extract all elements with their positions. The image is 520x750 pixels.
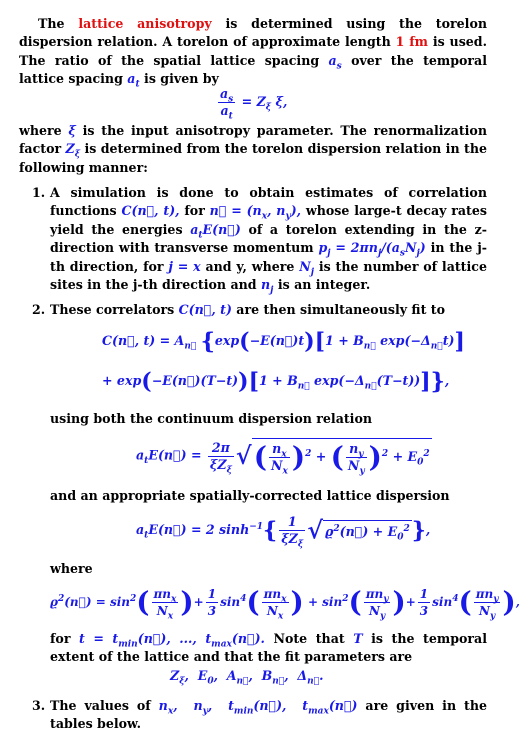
symbol-at: $a_t$: [127, 71, 140, 90]
using-text: using both the continuum dispersion relation: [50, 411, 373, 426]
intro-text: is given by: [144, 71, 219, 87]
step-3-text: The values of $n_x$, $n_y$, $t_{min}(n⃗)$, $t_{max}(n⃗)$ are given in the tables below.: [50, 698, 488, 732]
lattice-anisotropy-link[interactable]: lattice anisotropy: [78, 16, 212, 31]
symbol-as: $a_s$: [328, 52, 342, 72]
and-text: and an appropriate spatially-corrected lattice dispersion: [50, 488, 450, 503]
where-paragraph: where ξ is the input anisotropy parameter. The renormalization factor $Z_\xi$ is determined from the torelon dispersion relation in the following manner:: [19, 123, 487, 175]
continuum-dispersion-equation: $a_tE(n⃗)$ = $\frac{2\pi}{\xi Z_\xi}$ √( $\frac{n_x}{N_x}$ )$^2$ + ( $\frac{n_y}{N_y}$ )$^2 + E_0^2$: [136, 439, 430, 477]
anisotropy-equation: $\frac{a_s}{a_t}$ = $Z_\xi$ ξ,: [220, 86, 288, 122]
rho-definition-equation: $ϱ^2(n⃗) = \sin^2$( $\frac{\pi n_x}{N_x}$ )+ $\frac{1}{3}$ $\sin^4$( $\frac{\pi n_x}{N_x}$ ) + $\sin^2$( $\frac{\pi n_y}{N_y}$ )+ $\frac{1}{3}$ $\sin^4$( $\frac{\pi n_y}{N_y}$ ),: [50, 585, 520, 622]
fit-equation-line-1: C(n⃗, $t) = A_{n⃗}$ {exp(−E(n⃗)t)[1 + $B_{n⃗}$ $\exp(-\Delta_{n⃗}t)$]: [102, 328, 465, 355]
fit-range-note: for $t = t_{min}(n⃗)$, ..., $t_{max}(n⃗)$. Note that T is the temporal extent of the lattice and that the fit parameters are: [50, 631, 487, 665]
step-number: 1.: [32, 185, 46, 200]
step-number: 3.: [32, 698, 46, 713]
intro-text: The: [38, 16, 65, 31]
step-2-intro: These correlators C(n⃗, t) are then simultaneously fit to: [50, 302, 446, 317]
where-text: where: [50, 561, 93, 576]
symbol-zxi: $Z_\xi$: [65, 141, 81, 160]
intro-text: is determined using the torelon dispersion relation. A torelon of approximate length: [19, 16, 488, 50]
symbol-xi: ξ: [68, 123, 76, 138]
fit-equation-line-2: + exp(−E(n⃗)(T−t))[1 + $B_{n⃗}$ $\exp(-\Delta_{n⃗}(T-t))$]},: [102, 368, 450, 395]
lattice-dispersion-equation: $a_tE(n⃗) = 2$ $\sinh^{-1}${ $\frac{1}{\xi Z_\xi}$ √ $ϱ^2(n⃗) + E_0^2$},: [136, 514, 431, 550]
step-number: 2.: [32, 302, 46, 317]
intro-text: over the temporal lattice spacing: [19, 52, 488, 87]
step-1-text: A simulation is done to obtain estimates of correlation functions C(n⃗, t), for n⃗ = ($n_x$, $n_y$), whose large-t decay rates yield the energies $a_tE(n⃗)$ of a torelon extending in the z-direction with transverse momentum $p_j = 2\pi n_j/(a_sN_j)$ in the j-th direction, for j = x and y, where $N_j$ is the number of lattice sites in the j-th direction and $n_j$ is an integer.: [50, 185, 487, 296]
intro-text: is used. The ratio of the spatial lattice spacing: [19, 34, 488, 68]
fit-parameters: $Z_\xi$, $E_0$, $A_{n⃗}$, $B_{n⃗}$, $\Delta_{n⃗}$.: [170, 668, 324, 687]
intro-paragraph: [19, 15, 487, 89]
torelon-length-value[interactable]: 1 fm: [395, 34, 428, 50]
